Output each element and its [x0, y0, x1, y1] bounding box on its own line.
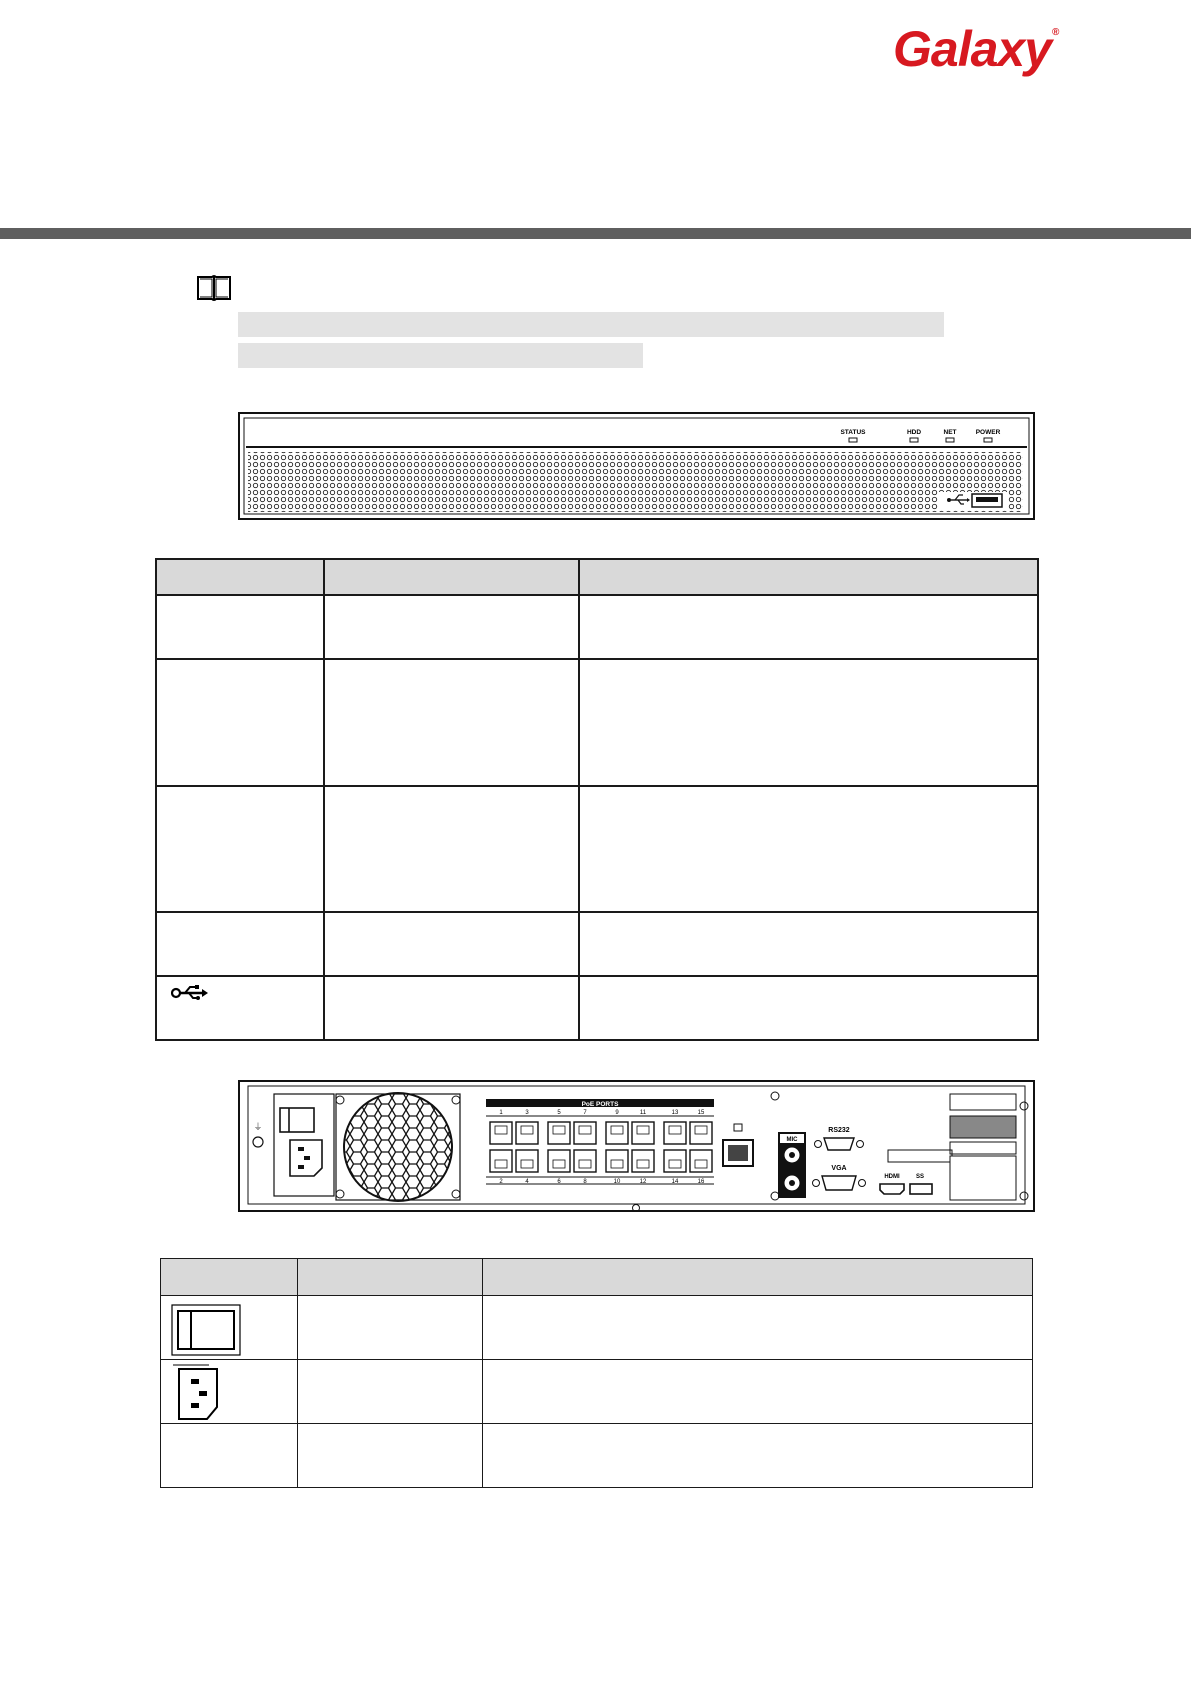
rear-hdmi-port	[880, 1184, 904, 1194]
rear-panel-figure	[238, 1080, 1035, 1215]
hdmi-label: HDMI	[884, 1174, 900, 1180]
power-socket-icon	[173, 1363, 233, 1423]
table-header-row	[156, 559, 1038, 595]
poe-port	[574, 1122, 596, 1144]
cell-name	[298, 1360, 483, 1424]
indicator-net-label: NET	[943, 429, 957, 436]
power-switch-icon	[171, 1304, 241, 1356]
table-row	[156, 786, 1038, 912]
poe-port	[516, 1150, 538, 1172]
rear-alarm-terminal-bottom	[950, 1156, 1016, 1200]
table-row	[161, 1424, 1033, 1488]
poe-port	[664, 1150, 686, 1172]
cell-icon	[161, 1424, 298, 1488]
poe-port-number-bottom: 8	[583, 1179, 587, 1185]
column-header-function	[579, 559, 1038, 595]
cell-function	[579, 786, 1038, 912]
table-header-row	[161, 1259, 1033, 1296]
poe-port	[574, 1150, 596, 1172]
column-header-icon	[161, 1259, 298, 1296]
front-panel-figure	[238, 412, 1035, 520]
indicator-status-label: STATUS	[840, 429, 866, 436]
cell-name	[324, 595, 579, 659]
poe-port	[490, 1122, 512, 1144]
poe-port	[548, 1122, 570, 1144]
poe-port-number-top: 3	[525, 1110, 529, 1116]
cell-icon	[156, 786, 324, 912]
poe-port-number-top: 9	[615, 1110, 619, 1116]
poe-port	[632, 1150, 654, 1172]
cell-icon	[156, 976, 324, 1040]
cell-function	[579, 976, 1038, 1040]
poe-port-number-bottom: 6	[557, 1179, 561, 1185]
indicator-hdd-label: HDD	[906, 429, 922, 436]
cell-name	[324, 786, 579, 912]
table-row	[161, 1296, 1033, 1360]
table-row	[156, 659, 1038, 786]
indicator-power-label: POWER	[975, 429, 1001, 436]
poe-port	[690, 1122, 712, 1144]
cell-function	[483, 1424, 1033, 1488]
cell-icon	[156, 659, 324, 786]
poe-port	[548, 1150, 570, 1172]
cell-function	[579, 659, 1038, 786]
cell-icon	[156, 595, 324, 659]
note-line-2	[238, 343, 643, 368]
cell-name	[324, 912, 579, 976]
poe-port	[632, 1122, 654, 1144]
poe-port-number-top: 1	[499, 1110, 503, 1116]
cell-name	[324, 659, 579, 786]
brand-logo	[893, 21, 1059, 77]
rear-alarm-terminal-top	[950, 1116, 1016, 1138]
column-header-icon	[156, 559, 324, 595]
rear-power-switch	[280, 1108, 314, 1132]
rear-usb3-port	[910, 1184, 932, 1194]
column-header-name	[324, 559, 579, 595]
cell-function	[483, 1360, 1033, 1424]
poe-port-number-top: 15	[697, 1110, 705, 1116]
cell-icon	[161, 1360, 298, 1424]
cell-name	[324, 976, 579, 1040]
vga-label: VGA	[831, 1165, 847, 1172]
front-panel-table	[155, 558, 1039, 1041]
cell-function	[579, 912, 1038, 976]
poe-port-number-top: 7	[583, 1110, 587, 1116]
rear-panel-table	[160, 1258, 1033, 1488]
cell-name	[298, 1424, 483, 1488]
rear-fan	[344, 1093, 452, 1201]
poe-port-number-bottom: 12	[639, 1179, 647, 1185]
logo-registered-mark: ®	[1052, 27, 1059, 38]
cell-name	[298, 1296, 483, 1360]
table-row	[156, 595, 1038, 659]
poe-port-number-top: 5	[557, 1110, 561, 1116]
poe-port	[664, 1122, 686, 1144]
poe-port	[690, 1150, 712, 1172]
rear-rs232-port	[824, 1138, 854, 1150]
poe-port-number-bottom: 10	[613, 1179, 621, 1185]
front-panel-drawing	[238, 412, 1035, 520]
poe-port	[606, 1122, 628, 1144]
header-divider	[0, 228, 1191, 239]
usb3-label: SS	[915, 1174, 925, 1180]
note-line-1	[238, 312, 944, 337]
rs232-label: RS232	[828, 1127, 850, 1134]
cell-icon	[161, 1296, 298, 1360]
poe-port-number-bottom: 4	[525, 1179, 529, 1185]
poe-ports-title: PoE PORTS	[581, 1101, 619, 1108]
poe-port-number-top: 13	[671, 1110, 679, 1116]
logo-text: Galaxy	[893, 21, 1052, 77]
table-row	[156, 912, 1038, 976]
column-header-name	[298, 1259, 483, 1296]
table-row	[161, 1360, 1033, 1424]
poe-port-number-bottom: 14	[671, 1179, 679, 1185]
column-header-function	[483, 1259, 1033, 1296]
cell-icon	[156, 912, 324, 976]
svg-text:⏚: ⏚	[253, 1122, 263, 1132]
poe-port	[516, 1122, 538, 1144]
cell-function	[579, 595, 1038, 659]
rear-panel-drawing	[238, 1080, 1035, 1215]
table-row	[156, 976, 1038, 1040]
mic-label: MIC	[786, 1137, 798, 1143]
poe-port-number-top: 11	[639, 1110, 647, 1116]
rear-vga-port	[822, 1176, 856, 1190]
cell-function	[483, 1296, 1033, 1360]
poe-port-number-bottom: 16	[697, 1179, 705, 1185]
poe-port	[606, 1150, 628, 1172]
poe-port-number-bottom: 2	[499, 1179, 503, 1185]
poe-port	[490, 1150, 512, 1172]
book-icon	[196, 273, 232, 303]
usb-icon	[171, 983, 211, 1003]
